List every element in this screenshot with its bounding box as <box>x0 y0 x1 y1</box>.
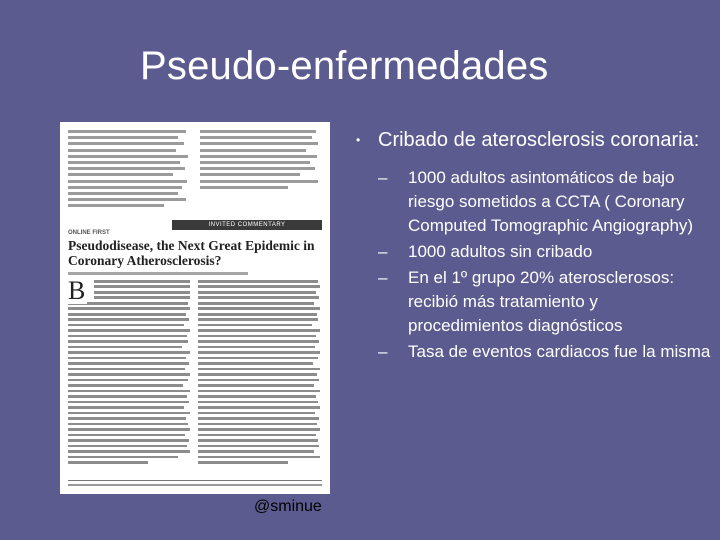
article-section-label: ONLINE FIRST <box>68 230 110 236</box>
references-column-left <box>68 130 190 210</box>
sub-bullet-item <box>352 266 714 338</box>
bullet-list <box>352 128 714 366</box>
bullet-item <box>352 128 714 152</box>
article-dropcap: B <box>68 276 86 305</box>
sub-bullet-text: Tasa de eventos cardiacos fue la misma <box>408 342 711 361</box>
references-column-right <box>200 130 322 192</box>
sub-bullet-marker: – <box>378 168 388 187</box>
sub-bullet-item <box>352 340 714 364</box>
sub-bullet-marker: – <box>378 268 388 287</box>
sub-bullet-item <box>352 166 714 238</box>
article-body-right <box>198 280 322 466</box>
article-body-left <box>68 276 192 466</box>
bullet-text: Cribado de aterosclerosis coronaria: <box>378 129 700 151</box>
sub-bullet-item <box>352 240 714 264</box>
slide-title: Pseudo-enfermedades <box>140 44 549 88</box>
sub-bullet-marker: – <box>378 342 388 361</box>
article-footer-rule <box>68 480 322 481</box>
sub-bullet-text: 1000 adultos asintomáticos de bajo riesgo sometidos a CCTA ( Coronary Computed Tomographic Angiography) <box>408 168 694 235</box>
author-credit: @sminue <box>254 498 322 515</box>
bullet-marker: • <box>356 133 361 147</box>
article-footer-line <box>68 484 322 486</box>
sub-bullet-list <box>352 166 714 364</box>
article-title: Pseudodisease, the Next Great Epidemic in Coronary Atherosclerosis? <box>68 238 315 268</box>
article-image <box>60 122 330 494</box>
article-byline <box>68 272 248 275</box>
article-banner: INVITED COMMENTARY <box>172 220 322 230</box>
sub-bullet-text: En el 1º grupo 20% aterosclerosos: recibió más tratamiento y procedimientos diagnósticos <box>408 268 675 335</box>
sub-bullet-marker: – <box>378 242 388 261</box>
sub-bullet-text: 1000 adultos sin cribado <box>408 242 593 261</box>
